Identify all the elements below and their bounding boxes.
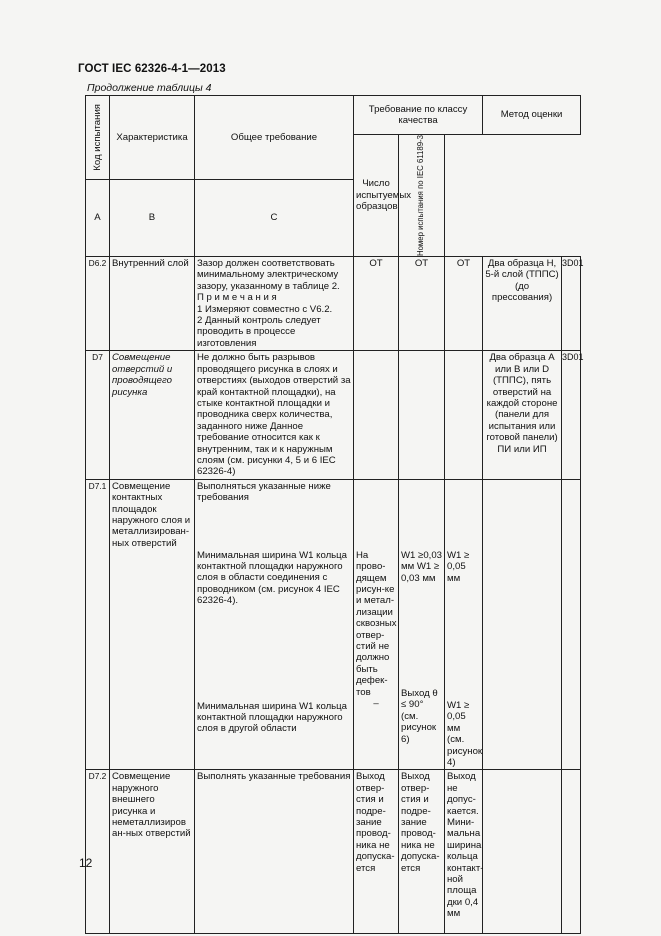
row-characteristic: Совмещение отверстий и проводящего рисунка [110, 351, 195, 479]
row-class-c: ОТ [445, 257, 483, 351]
general-intro: Выполняться указанные ниже требования [197, 480, 331, 504]
requirements-table [85, 95, 584, 934]
col-header-class-req: Требование по классу качества [354, 96, 483, 135]
row-class-c [445, 351, 483, 479]
row-characteristic: Внутренний слой [110, 257, 195, 351]
col-header-class-c: C [195, 180, 354, 257]
row-class-a [354, 351, 399, 479]
row-samples: Два образца Н, 5-й слой (ТППС) (до прессования) [483, 257, 562, 351]
class-c-req-2: W1 ≥ 0,05 мм (см. рисунок 4) [447, 699, 483, 769]
general-req-2: Минимальная ширина W1 кольца контактной площадки наружного слоя в другой области [197, 700, 347, 735]
col-header-class-a: A [86, 180, 110, 257]
col-header-test-no: Номер испытания по IEC 61189-3 [399, 135, 445, 257]
row-class-a: ОТ [354, 257, 399, 351]
col-header-class-b: B [110, 180, 195, 257]
row-general: Не должно быть разрывов проводящего рисунка в слоях и отверстиях (выходов отверстий за край контактной площадки), на стыке контактной площадки и проводника сверх количества, заданного ниже Данное требование относится как к внутренним, так и к наружным слоям (см. рисунки 4, 5 и 6 IEC 62326-4) [195, 351, 354, 479]
col-header-method: Метод оценки [483, 96, 581, 135]
row-general [195, 479, 354, 770]
row-code: D7.2 [86, 770, 110, 934]
class-b-req-1: W1 ≥0,03 мм W1 ≥ 0,03 мм [401, 549, 442, 584]
col-header-samples: Число испытуемых образцов [354, 135, 399, 257]
class-b-req-2: Выход θ ≤ 90° (см. рисунок 6) [401, 687, 438, 745]
row-code: D7 [86, 351, 110, 479]
row-class-b [399, 351, 445, 479]
col-header-code: Код испытания [86, 96, 110, 180]
class-c-req-1: W1 ≥ 0,05 мм [447, 549, 470, 584]
row-general: Зазор должен соответствовать минимальному электрическому зазору, указанному в таблице 2. П р и м е ч а н и я 1 Измеряют совместно с V6.2. 2 Данный контроль следует проводить в процессе изготовления [195, 257, 354, 351]
row-characteristic: Совмещение контактных площадок наружного слоя и металлизирован-ных отверстий [110, 479, 195, 770]
table-row [86, 770, 581, 934]
row-general: Выполнять указанные требования [195, 770, 354, 934]
class-a-req-2: – [373, 698, 379, 710]
row-code: D6.2 [86, 257, 110, 351]
row-test-no: 3D01 [562, 257, 581, 351]
table-continuation-caption: Продолжение таблицы 4 [87, 82, 212, 94]
row-class-a: Выход отвер-стия и подре-зание провод-ника не допуска-ется [354, 770, 399, 934]
row-code: D7.1 [86, 479, 110, 770]
page-number: 12 [79, 856, 93, 870]
row-samples: Два образца А или В или D (ТППС), пять отверстий на каждой стороне (панели для испытания или готовой панели) ПИ или ИП [483, 351, 562, 479]
col-header-general: Общее требование [195, 96, 354, 180]
row-class-c: Выход не допус-кается. Мини-мальна ширина кольца контакт-ной площа дки 0,4 мм [445, 770, 483, 934]
row-samples [483, 770, 562, 934]
table-row [86, 257, 581, 351]
row-class-a [354, 479, 399, 770]
row-class-b [399, 479, 445, 770]
row-test-no [562, 479, 581, 770]
document-code: ГОСТ IEC 62326-4-1—2013 [78, 63, 226, 75]
table-row [86, 351, 581, 479]
row-characteristic: Совмещение наружного внешнего рисунка и неметаллизиров ан-ных отверстий [110, 770, 195, 934]
row-samples [483, 479, 562, 770]
row-class-b: ОТ [399, 257, 445, 351]
class-a-req-1: На провo-дящем рисун-ке и метал-лизации сквозных отвер-стий не должно быть дефек-тов [356, 549, 397, 698]
row-class-c [445, 479, 483, 770]
row-test-no [562, 770, 581, 934]
col-header-characteristic: Характеристика [110, 96, 195, 180]
table-row [86, 479, 581, 770]
row-test-no: 3D01 [562, 351, 581, 479]
row-class-b: Выход отвер-стия и подре-зание провод-ника не допуска-ется [399, 770, 445, 934]
general-req-1: Минимальная ширина W1 кольца контактной площадки наружного слоя в области соединения с проводником (см. рисунок 4 IEC 62326-4). [197, 549, 347, 607]
